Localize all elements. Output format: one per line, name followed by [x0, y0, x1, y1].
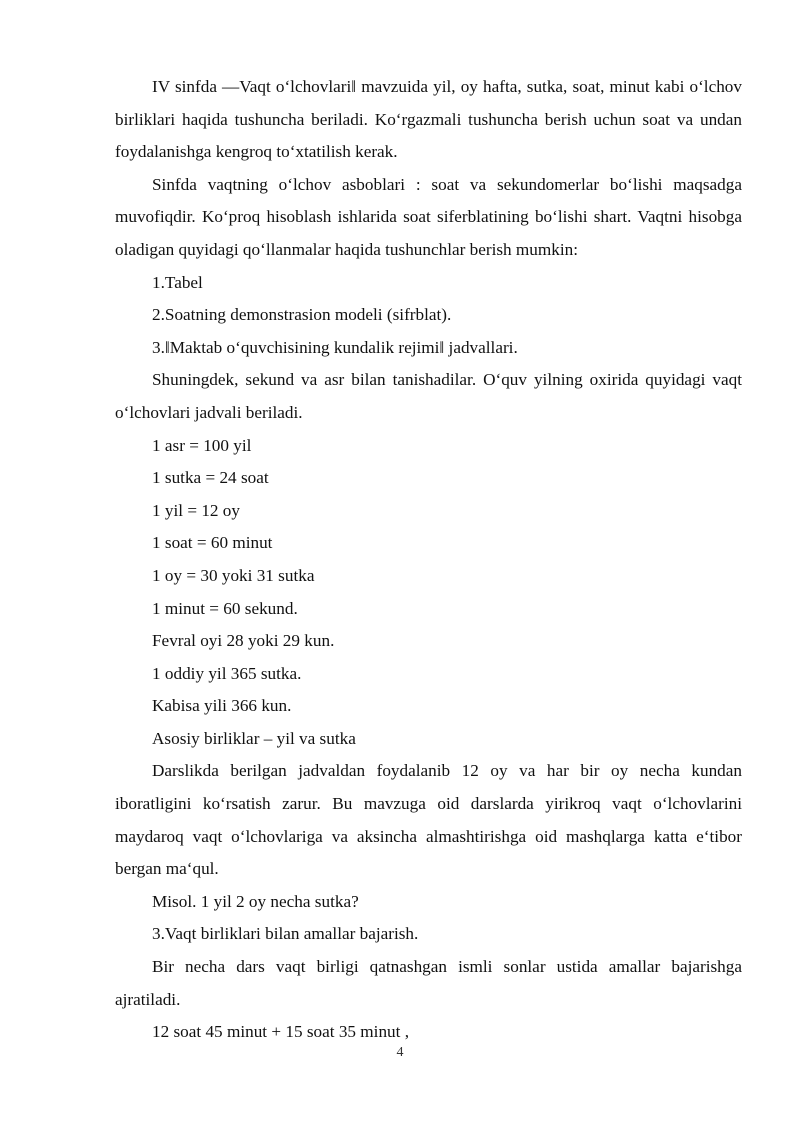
unit-line-hour: 1 soat = 60 minut	[152, 533, 273, 553]
page-number: 4	[396, 1045, 404, 1060]
paragraph-operations: Bir necha dars vaqt birligi qatnashgan ismli sonlar ustida amallar bajarishga ajratiladi.	[115, 957, 742, 1009]
list-item-clock-model: 2.Soatning demonstrasion modeli (sifrblat).	[152, 305, 452, 325]
paragraph-units-table-intro: Shuningdek, sekund va asr bilan tanishadilar. O‘quv yilning oxirida quyidagi vaqt o‘lchovlari jadvali beriladi.	[115, 370, 742, 422]
unit-line-century: 1 asr = 100 yil	[152, 435, 252, 455]
unit-line-base-units: Asosiy birliklar – yil va sutka	[152, 728, 356, 748]
unit-line-minute: 1 minut = 60 sekund.	[152, 598, 298, 618]
list-item-daily-schedule: 3.‖Maktab o‘quvchisining kundalik rejimi‖ jadvallari.	[152, 337, 518, 357]
unit-line-year: 1 yil = 12 oy	[152, 500, 240, 520]
list-item-tabel: 1.Tabel	[152, 272, 203, 292]
paragraph-instruments: Sinfda vaqtning o‘lchov asboblari : soat va sekundomerlar bo‘lishi maqsadga muvofiqdir. Ko‘proq hisoblash ishlarida soat siferblatining bo‘lishi shart. Vaqtni hisobga oladigan quyidagi qo‘llanmalar haqida tushunchlar berish mumkin:	[115, 174, 742, 259]
unit-line-february: Fevral oyi 28 yoki 29 kun.	[152, 631, 335, 651]
unit-line-leap-year: Kabisa yili 366 kun.	[152, 696, 292, 716]
unit-line-common-year: 1 oddiy yil 365 sutka.	[152, 663, 302, 683]
paragraph-intro: IV sinfda —Vaqt o‘lchovlari‖ mavzuida yil, oy hafta, sutka, soat, minut kabi o‘lchov birliklari haqida tushuncha beriladi. Ko‘rgazmali tushuncha berish uchun soat va undan foydalanishga kengroq to‘xtatilish kerak.	[115, 77, 742, 162]
unit-line-day: 1 sutka = 24 soat	[152, 468, 269, 488]
page-body	[115, 71, 742, 1049]
section-heading-operations: 3.Vaqt birliklari bilan amallar bajarish.	[152, 924, 419, 944]
example-line: Misol. 1 yil 2 oy necha sutka?	[152, 891, 359, 911]
unit-line-month: 1 oy = 30 yoki 31 sutka	[152, 565, 315, 585]
expression-line: 12 soat 45 minut + 15 soat 35 minut ,	[152, 1022, 409, 1042]
paragraph-textbook-table: Darslikda berilgan jadvaldan foydalanib 12 oy va har bir oy necha kundan iboratligini ko‘rsatish zarur. Bu mavzuga oid darslarda yirikroq vaqt o‘lchovlarini maydaroq vaqt o‘lchovlariga va aksincha almashtirishga oid mashqlarga katta e‘tibor bergan ma‘qul.	[115, 761, 742, 879]
